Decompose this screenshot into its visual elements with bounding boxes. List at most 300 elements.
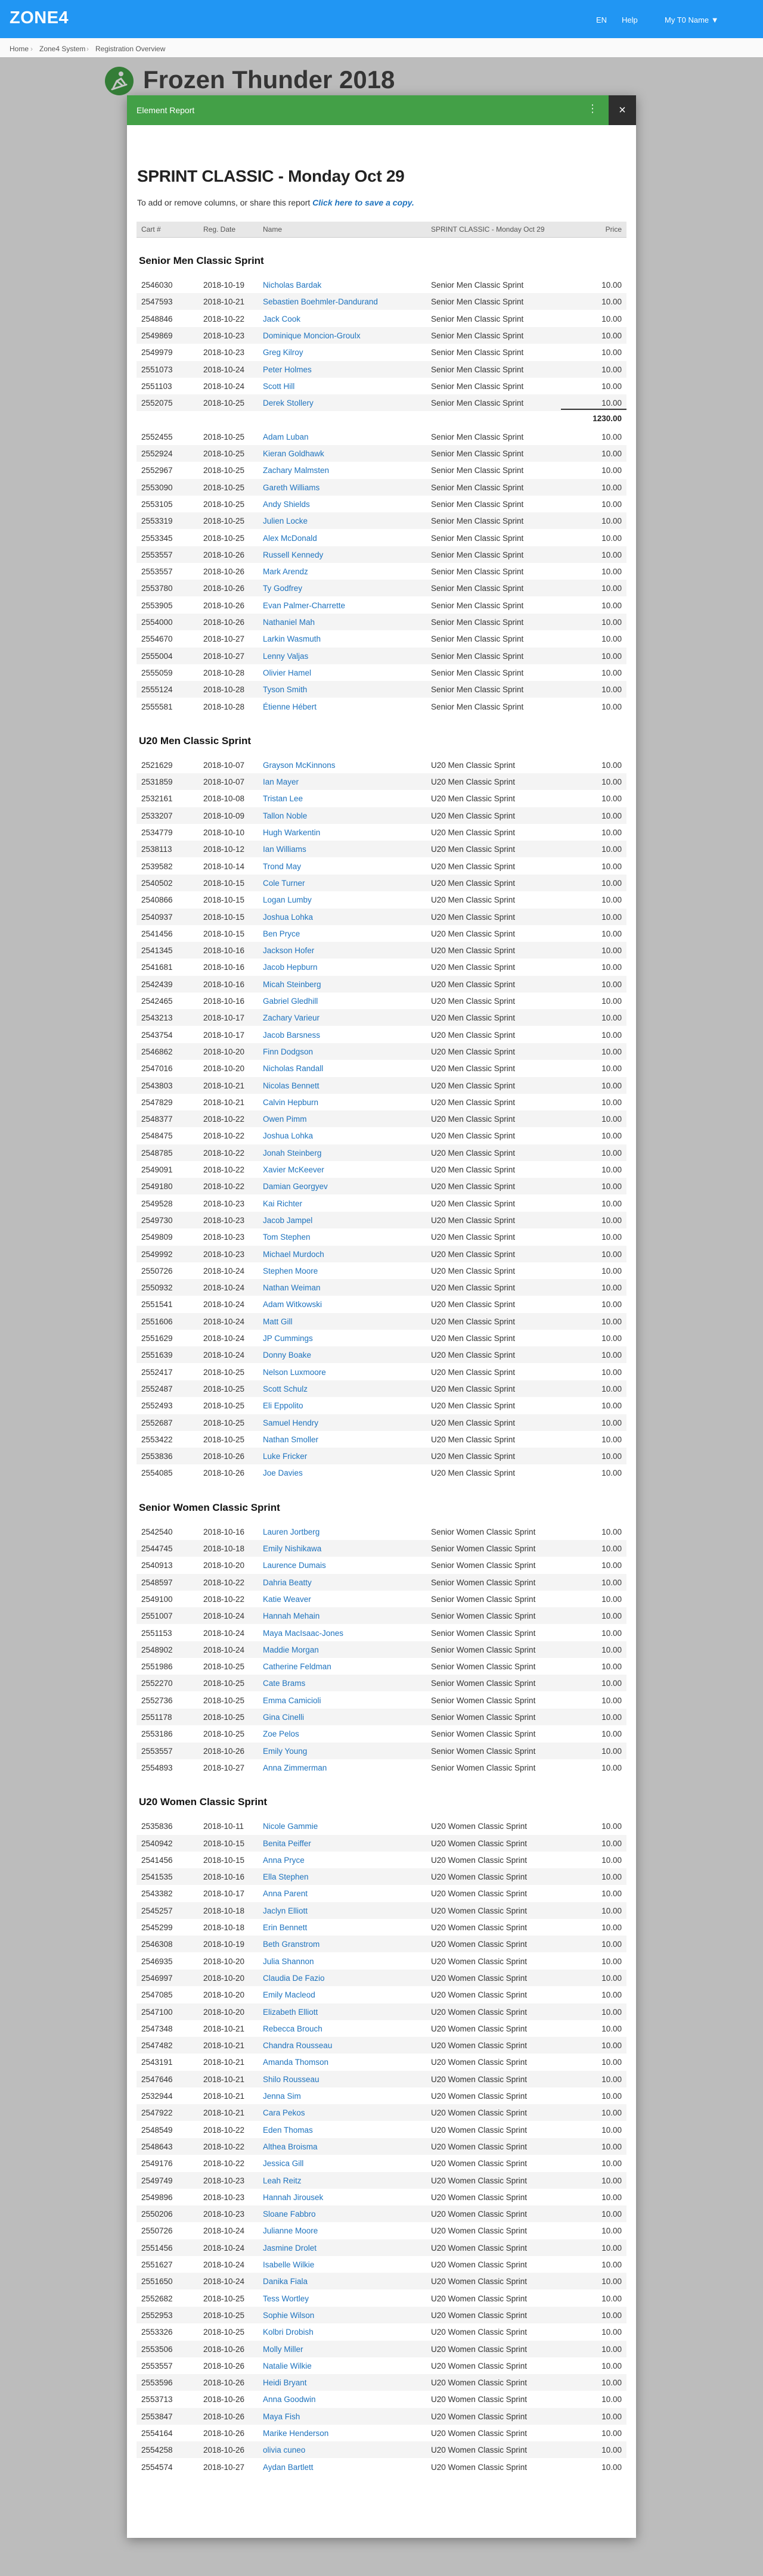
- price: 10.00: [601, 811, 622, 820]
- participant-name-link[interactable]: Kolbri Drobish: [263, 2328, 314, 2337]
- participant-name-link[interactable]: Damian Georgyev: [263, 1182, 328, 1191]
- reg-date: 2018-10-26: [203, 2344, 245, 2354]
- event-name: Senior Men Classic Sprint: [431, 634, 524, 644]
- table-row: [137, 1212, 626, 1228]
- participant-name-link[interactable]: Joe Davies: [263, 1469, 303, 1478]
- participant-name-link[interactable]: Dominique Moncion-Groulx: [263, 331, 361, 340]
- event-name: U20 Women Classic Sprint: [431, 2462, 528, 2472]
- event-name: Senior Men Classic Sprint: [431, 618, 524, 627]
- participant-name-link[interactable]: Erin Bennett: [263, 1923, 308, 1932]
- participant-name-link[interactable]: Jacob Hepburn: [263, 963, 318, 972]
- event-name: U20 Men Classic Sprint: [431, 1469, 516, 1478]
- price: 10.00: [601, 2058, 622, 2067]
- event-name: Senior Men Classic Sprint: [431, 483, 524, 492]
- breadcrumb-registration-overview[interactable]: Registration Overview: [95, 45, 166, 53]
- reg-date: 2018-10-20: [203, 1064, 245, 1074]
- participant-name-link[interactable]: Cara Pekos: [263, 2108, 305, 2118]
- participant-name-link[interactable]: Alex McDonald: [263, 533, 317, 543]
- modal-header: [127, 95, 636, 125]
- cart-number: 2538113: [141, 845, 172, 854]
- section-title: U20 Men Classic Sprint: [139, 735, 252, 746]
- cart-number: 2552075: [141, 399, 173, 408]
- participant-name-link[interactable]: Adam Witkowski: [263, 1300, 322, 1309]
- participant-name-link[interactable]: Joshua Lohka: [263, 912, 314, 922]
- table-row: [137, 1364, 626, 1380]
- participant-name-link[interactable]: Emma Camicioli: [263, 1695, 321, 1705]
- participant-name-link[interactable]: Lenny Valjas: [263, 651, 309, 661]
- reg-date: 2018-10-10: [203, 828, 245, 837]
- participant-name-link[interactable]: Nicholas Randall: [263, 1064, 324, 1074]
- reg-date: 2018-10-27: [203, 2462, 245, 2472]
- participant-name-link[interactable]: Leah Reitz: [263, 2176, 302, 2185]
- reg-date: 2018-10-24: [203, 1351, 245, 1360]
- save-copy-link[interactable]: Click here to save a copy.: [312, 198, 414, 207]
- reg-date: 2018-10-20: [203, 2007, 245, 2017]
- reg-date: 2018-10-28: [203, 685, 245, 695]
- participant-name-link[interactable]: Grayson McKinnons: [263, 760, 336, 770]
- participant-name-link[interactable]: Stephen Moore: [263, 1266, 318, 1275]
- participant-name-link[interactable]: Étienne Hébert: [263, 702, 317, 711]
- table-row: [137, 2037, 626, 2054]
- nav-user-menu[interactable]: My T0 Name ▼: [665, 15, 719, 24]
- participant-name-link[interactable]: Emily Macleod: [263, 1990, 315, 2000]
- table-row: [137, 344, 626, 360]
- cart-number: 2549979: [141, 348, 173, 357]
- table-row: [137, 2155, 626, 2171]
- reg-date: 2018-10-21: [203, 2041, 245, 2051]
- table-row: [137, 462, 626, 478]
- table-row: [137, 2391, 626, 2407]
- cart-number: 2545257: [141, 1906, 173, 1915]
- table-row: [137, 2054, 626, 2070]
- price: 10.00: [601, 685, 622, 695]
- participant-name-link[interactable]: Zachary Varieur: [263, 1013, 320, 1023]
- participant-name-link[interactable]: Eden Thomas: [263, 2125, 313, 2135]
- table-row: [137, 512, 626, 529]
- table-row: [137, 310, 626, 327]
- participant-name-link[interactable]: Kai Richter: [263, 1199, 303, 1208]
- table-row: [137, 563, 626, 580]
- column-header-event[interactable]: SPRINT CLASSIC - Monday Oct 29: [431, 225, 545, 234]
- price: 10.00: [601, 1199, 622, 1208]
- reg-date: 2018-10-24: [203, 1645, 245, 1654]
- participant-name-link[interactable]: Anna Goodwin: [263, 2395, 316, 2404]
- participant-name-link[interactable]: Jasmine Drolet: [263, 2243, 317, 2253]
- participant-name-link[interactable]: Chandra Rousseau: [263, 2041, 333, 2051]
- reg-date: 2018-10-17: [203, 1889, 245, 1899]
- participant-name-link[interactable]: Jack Cook: [263, 314, 301, 323]
- cart-number: 2553326: [141, 2328, 173, 2337]
- participant-name-link[interactable]: Heidi Bryant: [263, 2378, 307, 2388]
- participant-name-link[interactable]: Micah Steinberg: [263, 979, 321, 989]
- participant-name-link[interactable]: Nicolas Bennett: [263, 1081, 320, 1090]
- event-name: Senior Women Classic Sprint: [431, 1746, 536, 1756]
- participant-name-link[interactable]: Amanda Thomson: [263, 2058, 329, 2067]
- participant-name-link[interactable]: Ian Williams: [263, 845, 306, 854]
- table-row: [137, 1279, 626, 1296]
- participant-name-link[interactable]: Sebastien Boehmler-Dandurand: [263, 297, 378, 307]
- event-name: Senior Women Classic Sprint: [431, 1713, 536, 1722]
- participant-name-link[interactable]: Gareth Williams: [263, 483, 320, 492]
- column-header-cart[interactable]: Cart #: [141, 225, 161, 234]
- reg-date: 2018-10-24: [203, 1283, 245, 1293]
- event-name: Senior Men Classic Sprint: [431, 281, 524, 290]
- price: 10.00: [601, 2378, 622, 2388]
- table-row: [137, 614, 626, 630]
- event-name: Senior Women Classic Sprint: [431, 1527, 536, 1536]
- table-row: [137, 2374, 626, 2391]
- participant-name-link[interactable]: Hannah Jirousek: [263, 2192, 324, 2202]
- event-name: Senior Men Classic Sprint: [431, 399, 524, 408]
- participant-name-link[interactable]: Peter Holmes: [263, 365, 312, 374]
- event-name: U20 Men Classic Sprint: [431, 912, 516, 922]
- event-name: U20 Women Classic Sprint: [431, 2344, 528, 2354]
- participant-name-link[interactable]: Danika Fiala: [263, 2277, 308, 2286]
- table-row: [137, 630, 626, 647]
- table-row: [137, 976, 626, 993]
- participant-name-link[interactable]: Julien Locke: [263, 517, 308, 526]
- participant-name-link[interactable]: Ella Stephen: [263, 1872, 309, 1882]
- nav-help[interactable]: Help: [622, 15, 638, 24]
- participant-name-link[interactable]: Maya Fish: [263, 2412, 300, 2421]
- table-row: [137, 1725, 626, 1742]
- cart-number: 2552493: [141, 1401, 173, 1411]
- section-title: Senior Men Classic Sprint: [139, 255, 264, 266]
- reg-date: 2018-10-21: [203, 2074, 245, 2084]
- participant-name-link[interactable]: Hannah Mehain: [263, 1611, 320, 1621]
- participant-name-link[interactable]: Jonah Steinberg: [263, 1148, 322, 1158]
- price: 10.00: [601, 1300, 622, 1309]
- column-header-name[interactable]: Name: [263, 225, 283, 234]
- participant-name-link[interactable]: Cole Turner: [263, 878, 305, 888]
- event-name: U20 Men Classic Sprint: [431, 1047, 516, 1056]
- cart-number: 2553090: [141, 483, 173, 492]
- table-row: [137, 496, 626, 512]
- participant-name-link[interactable]: Nathan Weiman: [263, 1283, 321, 1293]
- participant-name-link[interactable]: Aydan Bartlett: [263, 2462, 314, 2472]
- table-row: [137, 1346, 626, 1363]
- table-row: [137, 1759, 626, 1776]
- cart-number: 2551650: [141, 2277, 173, 2286]
- participant-name-link[interactable]: Gabriel Gledhill: [263, 997, 318, 1006]
- participant-name-link[interactable]: Matt Gill: [263, 1317, 293, 1326]
- participant-name-link[interactable]: Trond May: [263, 861, 302, 871]
- column-header-reg-date[interactable]: Reg. Date: [203, 225, 236, 234]
- price: 10.00: [601, 1611, 622, 1621]
- reg-date: 2018-10-26: [203, 2446, 245, 2455]
- price: 10.00: [601, 1956, 622, 1966]
- cart-number: 2549180: [141, 1182, 173, 1191]
- reg-date: 2018-10-09: [203, 811, 245, 820]
- participant-name-link[interactable]: Calvin Hepburn: [263, 1097, 319, 1107]
- event-name: Senior Men Classic Sprint: [431, 432, 524, 441]
- participant-name-link[interactable]: Tallon Noble: [263, 811, 308, 820]
- event-name: U20 Men Classic Sprint: [431, 861, 516, 871]
- reg-date: 2018-10-15: [203, 1855, 245, 1865]
- cart-number: 2553506: [141, 2344, 173, 2354]
- cart-number: 2543191: [141, 2058, 173, 2067]
- participant-name-link[interactable]: Samuel Hendry: [263, 1418, 319, 1427]
- reg-date: 2018-10-24: [203, 1266, 245, 1275]
- price: 10.00: [601, 1940, 622, 1949]
- cart-number: 2541456: [141, 929, 173, 938]
- breadcrumb-zone4-system[interactable]: Zone4 System: [39, 45, 86, 53]
- event-name: Senior Men Classic Sprint: [431, 499, 524, 509]
- participant-name-link[interactable]: Finn Dodgson: [263, 1047, 314, 1056]
- participant-name-link[interactable]: Nathaniel Mah: [263, 618, 315, 627]
- more-options-icon[interactable]: ⋮: [587, 102, 598, 114]
- participant-name-link[interactable]: Beth Granstrom: [263, 1940, 320, 1949]
- table-row: [137, 1919, 626, 1936]
- reg-date: 2018-10-15: [203, 912, 245, 922]
- participant-name-link[interactable]: Emily Young: [263, 1746, 308, 1756]
- price: 10.00: [601, 331, 622, 340]
- participant-name-link[interactable]: Zachary Malmsten: [263, 466, 330, 475]
- participant-name-link[interactable]: Greg Kilroy: [263, 348, 303, 357]
- breadcrumb-home[interactable]: Home: [10, 45, 29, 53]
- table-row: [137, 1296, 626, 1312]
- reg-date: 2018-10-24: [203, 365, 245, 374]
- cart-number: 2547829: [141, 1097, 173, 1107]
- reg-date: 2018-10-22: [203, 1131, 245, 1141]
- participant-name-link[interactable]: Elizabeth Elliott: [263, 2007, 318, 2017]
- participant-name-link[interactable]: Benita Peiffer: [263, 1838, 311, 1848]
- reg-date: 2018-10-25: [203, 2294, 245, 2303]
- participant-name-link[interactable]: Jessica Gill: [263, 2159, 304, 2169]
- participant-name-link[interactable]: Ben Pryce: [263, 929, 300, 938]
- price: 10.00: [601, 2092, 622, 2101]
- participant-name-link[interactable]: Scott Hill: [263, 381, 295, 391]
- reg-date: 2018-10-22: [203, 1578, 245, 1587]
- participant-name-link[interactable]: Jenna Sim: [263, 2092, 301, 2101]
- participant-name-link[interactable]: Natalie Wilkie: [263, 2361, 312, 2370]
- price: 10.00: [601, 1990, 622, 2000]
- cart-number: 2543382: [141, 1889, 173, 1899]
- participant-name-link[interactable]: Scott Schulz: [263, 1384, 308, 1393]
- participant-name-link[interactable]: Ty Godfrey: [263, 584, 303, 593]
- event-name: Senior Men Classic Sprint: [431, 601, 524, 610]
- event-name: Senior Women Classic Sprint: [431, 1662, 536, 1672]
- participant-name-link[interactable]: Larkin Wasmuth: [263, 634, 321, 644]
- reg-date: 2018-10-25: [203, 449, 245, 458]
- cart-number: 2551456: [141, 2243, 173, 2253]
- breadcrumb: [0, 38, 763, 58]
- participant-name-link[interactable]: olivia cuneo: [263, 2446, 306, 2455]
- price: 10.00: [601, 997, 622, 1006]
- participant-name-link[interactable]: Logan Lumby: [263, 895, 312, 905]
- participant-name-link[interactable]: Maddie Morgan: [263, 1645, 319, 1654]
- reg-date: 2018-10-25: [203, 1679, 245, 1688]
- participant-name-link[interactable]: Zoe Pelos: [263, 1729, 299, 1739]
- participant-name-link[interactable]: Donny Boake: [263, 1351, 312, 1360]
- table-row: [137, 1936, 626, 1952]
- reg-date: 2018-10-21: [203, 1097, 245, 1107]
- cart-number: 2551627: [141, 2260, 173, 2269]
- participant-name-link[interactable]: Isabelle Wilkie: [263, 2260, 315, 2269]
- participant-name-link[interactable]: Sloane Fabbro: [263, 2210, 316, 2219]
- participant-name-link[interactable]: Anna Zimmerman: [263, 1763, 327, 1772]
- participant-name-link[interactable]: Hugh Warkentin: [263, 828, 321, 837]
- subtotal-divider: [561, 409, 626, 410]
- report-title: SPRINT CLASSIC - Monday Oct 29: [137, 167, 405, 185]
- event-name: U20 Men Classic Sprint: [431, 1384, 516, 1393]
- event-name: U20 Women Classic Sprint: [431, 1855, 528, 1865]
- price: 10.00: [601, 1578, 622, 1587]
- participant-name-link[interactable]: Rebecca Brouch: [263, 2024, 322, 2033]
- participant-name-link[interactable]: Nicole Gammie: [263, 1822, 318, 1831]
- cart-number: 2547922: [141, 2108, 173, 2118]
- breadcrumb-separator: ›: [30, 45, 33, 53]
- reg-date: 2018-10-18: [203, 1544, 245, 1553]
- participant-name-link[interactable]: Mark Arendz: [263, 567, 308, 577]
- participant-name-link[interactable]: Derek Stollery: [263, 399, 314, 408]
- participant-name-link[interactable]: Nicholas Bardak: [263, 281, 322, 290]
- participant-name-link[interactable]: Nelson Luxmoore: [263, 1367, 326, 1377]
- cart-number: 2552924: [141, 449, 173, 458]
- participant-name-link[interactable]: Andy Shields: [263, 499, 310, 509]
- participant-name-link[interactable]: Dahria Beatty: [263, 1578, 312, 1587]
- reg-date: 2018-10-21: [203, 2024, 245, 2033]
- participant-name-link[interactable]: Tess Wortley: [263, 2294, 309, 2303]
- participant-name-link[interactable]: Luke Fricker: [263, 1452, 308, 1461]
- participant-name-link[interactable]: Julianne Moore: [263, 2226, 318, 2236]
- price: 10.00: [601, 2429, 622, 2438]
- event-name: U20 Men Classic Sprint: [431, 1097, 516, 1107]
- cart-number: 2549100: [141, 1594, 173, 1604]
- cart-number: 2532944: [141, 2092, 173, 2101]
- price: 10.00: [601, 1081, 622, 1090]
- cart-number: 2554574: [141, 2462, 173, 2472]
- price: 10.00: [601, 1855, 622, 1865]
- table-row: [137, 2121, 626, 2138]
- participant-name-link[interactable]: Anna Parent: [263, 1889, 308, 1899]
- cart-number: 2552967: [141, 466, 173, 475]
- participant-name-link[interactable]: Xavier McKeever: [263, 1165, 324, 1174]
- reg-date: 2018-10-24: [203, 2226, 245, 2236]
- cart-number: 2534779: [141, 828, 173, 837]
- price: 10.00: [601, 861, 622, 871]
- reg-date: 2018-10-25: [203, 483, 245, 492]
- participant-name-link[interactable]: Anna Pryce: [263, 1855, 305, 1865]
- column-header-price[interactable]: Price: [605, 225, 622, 234]
- participant-name-link[interactable]: Althea Broisma: [263, 2142, 318, 2151]
- participant-name-link[interactable]: JP Cummings: [263, 1334, 313, 1343]
- participant-name-link[interactable]: Gina Cinelli: [263, 1713, 305, 1722]
- participant-name-link[interactable]: Jacob Barsness: [263, 1030, 321, 1040]
- participant-name-link[interactable]: Katie Weaver: [263, 1594, 311, 1604]
- participant-name-link[interactable]: Adam Luban: [263, 432, 309, 441]
- element-report-modal: [127, 95, 636, 2538]
- participant-name-link[interactable]: Joshua Lohka: [263, 1131, 314, 1141]
- participant-name-link[interactable]: Catherine Feldman: [263, 1662, 331, 1672]
- price: 10.00: [601, 895, 622, 905]
- event-name: U20 Women Classic Sprint: [431, 2176, 528, 2185]
- price: 10.00: [601, 1594, 622, 1604]
- cart-number: 2548377: [141, 1115, 173, 1124]
- table-row: [137, 2020, 626, 2037]
- event-name: Senior Women Classic Sprint: [431, 1695, 536, 1705]
- table-row: [137, 276, 626, 293]
- table-row: [137, 293, 626, 310]
- price: 10.00: [601, 2041, 622, 2051]
- participant-name-link[interactable]: Kieran Goldhawk: [263, 449, 324, 458]
- participant-name-link[interactable]: Eli Eppolito: [263, 1401, 303, 1411]
- participant-name-link[interactable]: Maya MacIsaac-Jones: [263, 1628, 344, 1638]
- participant-name-link[interactable]: Jacob Jampel: [263, 1215, 313, 1225]
- price: 10.00: [601, 2243, 622, 2253]
- participant-name-link[interactable]: Claudia De Fazio: [263, 1973, 325, 1983]
- participant-name-link[interactable]: Jackson Hofer: [263, 946, 315, 956]
- participant-name-link[interactable]: Emily Nishikawa: [263, 1544, 322, 1553]
- participant-name-link[interactable]: Tristan Lee: [263, 794, 303, 804]
- participant-name-link[interactable]: Ian Mayer: [263, 777, 299, 787]
- participant-name-link[interactable]: Tom Stephen: [263, 1233, 311, 1242]
- participant-name-link[interactable]: Evan Palmer-Charrette: [263, 601, 346, 610]
- participant-name-link[interactable]: Marike Henderson: [263, 2429, 329, 2438]
- reg-date: 2018-10-22: [203, 314, 245, 323]
- table-row: [137, 2441, 626, 2458]
- event-name: U20 Men Classic Sprint: [431, 963, 516, 972]
- participant-name-link[interactable]: Jaclyn Elliott: [263, 1906, 308, 1915]
- participant-name-link[interactable]: Julia Shannon: [263, 1956, 314, 1966]
- participant-name-link[interactable]: Lauren Jortberg: [263, 1527, 320, 1536]
- participant-name-link[interactable]: Russell Kennedy: [263, 550, 324, 559]
- cart-number: 2549749: [141, 2176, 173, 2185]
- table-row: [137, 2104, 626, 2121]
- cart-number: 2555581: [141, 702, 173, 711]
- cart-number: 2553780: [141, 584, 173, 593]
- event-name: U20 Men Classic Sprint: [431, 1199, 516, 1208]
- price: 10.00: [601, 2446, 622, 2455]
- price: 10.00: [601, 1064, 622, 1074]
- cart-number: 2552682: [141, 2294, 173, 2303]
- price: 10.00: [601, 297, 622, 307]
- close-button[interactable]: [609, 95, 636, 125]
- table-row: [137, 942, 626, 959]
- price: 10.00: [601, 1384, 622, 1393]
- participant-name-link[interactable]: Molly Miller: [263, 2344, 303, 2354]
- participant-name-link[interactable]: Olivier Hamel: [263, 668, 312, 677]
- zone4-logo[interactable]: ZONE4: [10, 8, 69, 27]
- participant-name-link[interactable]: Michael Murdoch: [263, 1249, 324, 1259]
- event-name: U20 Women Classic Sprint: [431, 2294, 528, 2303]
- price: 10.00: [601, 1334, 622, 1343]
- nav-language[interactable]: EN: [596, 15, 607, 24]
- table-row: [137, 2071, 626, 2087]
- cart-number: 2549992: [141, 1249, 173, 1259]
- report-note: To add or remove columns, or share this report Click here to save a copy.: [137, 198, 414, 207]
- participant-name-link[interactable]: Nathan Smoller: [263, 1435, 319, 1444]
- event-name: Senior Men Classic Sprint: [431, 668, 524, 677]
- price: 10.00: [601, 2395, 622, 2404]
- cart-number: 2546997: [141, 1973, 173, 1983]
- participant-name-link[interactable]: Tyson Smith: [263, 685, 308, 695]
- cart-number: 2554000: [141, 618, 173, 627]
- participant-name-link[interactable]: Sophie Wilson: [263, 2310, 315, 2320]
- price: 10.00: [601, 828, 622, 837]
- participant-name-link[interactable]: Shilo Rousseau: [263, 2074, 320, 2084]
- close-icon: ×: [619, 104, 626, 117]
- cart-number: 2551606: [141, 1317, 173, 1326]
- event-name: Senior Men Classic Sprint: [431, 651, 524, 661]
- event-name: U20 Women Classic Sprint: [431, 2277, 528, 2286]
- participant-name-link[interactable]: Cate Brams: [263, 1679, 306, 1688]
- participant-name-link[interactable]: Owen Pimm: [263, 1115, 307, 1124]
- cart-number: 2551639: [141, 1351, 173, 1360]
- participant-name-link[interactable]: Laurence Dumais: [263, 1561, 326, 1570]
- table-row: [137, 1641, 626, 1658]
- reg-date: 2018-10-26: [203, 550, 245, 559]
